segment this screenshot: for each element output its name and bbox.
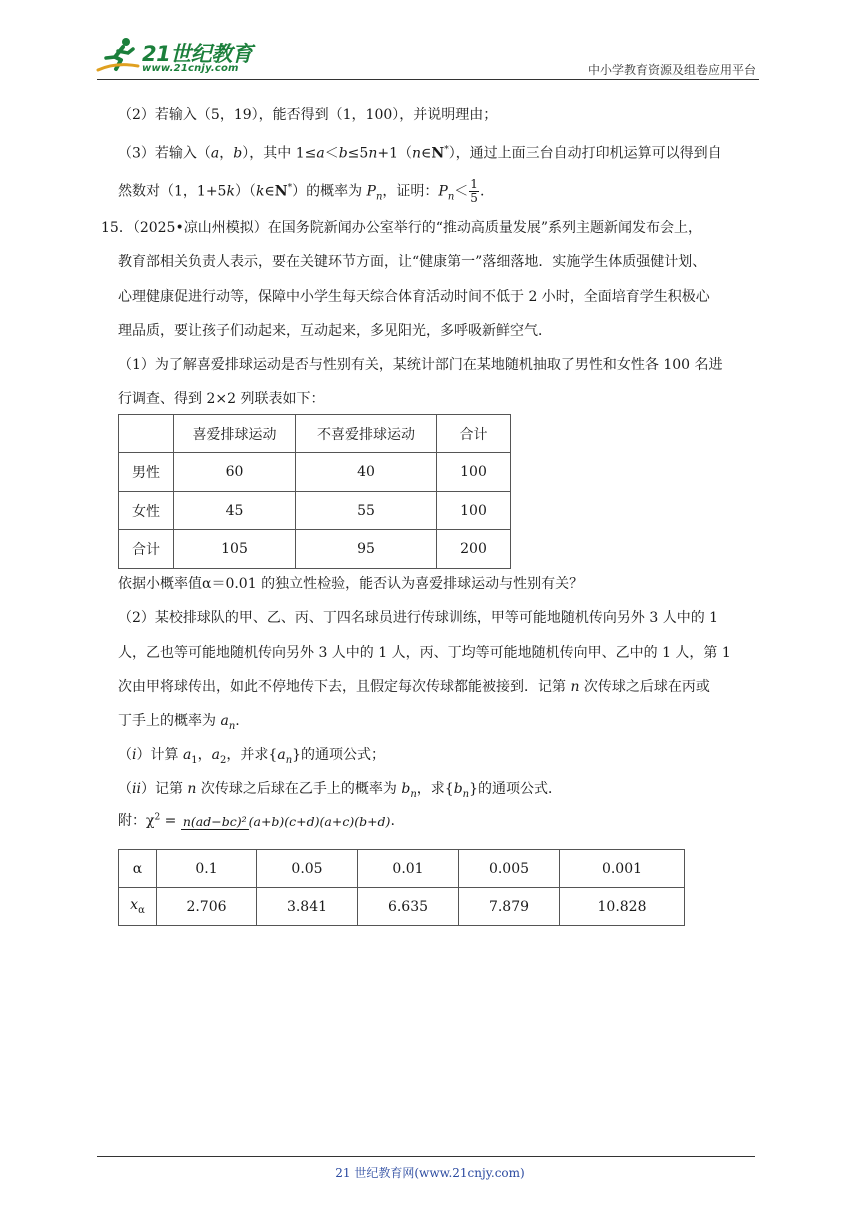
table-cell: 0.1 bbox=[157, 850, 257, 888]
formula-fraction: n(ad−bc)² (a+b)(c+d)(a+c)(b+d) bbox=[182, 813, 391, 829]
table-cell: 合计 bbox=[119, 530, 174, 569]
table-cell: 不喜爱排球运动 bbox=[296, 415, 437, 453]
site-logo bbox=[96, 36, 256, 80]
q15-part1-line2: 行调查、得到 2×2 列联表如下： bbox=[118, 391, 325, 407]
table-cell bbox=[119, 415, 174, 453]
q14-part3-line2: 然数对（1，1+5k）（k∈N*）的概率为 $P_n$，证明：$P_n<$ $\frac{1}{5}$ . bbox=[118, 177, 485, 206]
logo-text: 21世纪教育 bbox=[142, 42, 253, 66]
q15-subpart-ii: （ii）记第 n 次传球之后球在乙手上的概率为 $b_n$，求$\{b_n\}$的通项公式． bbox=[118, 781, 563, 800]
table-cell: 60 bbox=[174, 453, 296, 492]
table-cell: 0.01 bbox=[358, 850, 459, 888]
table-cell: 100 bbox=[437, 453, 511, 492]
contingency-table bbox=[118, 414, 511, 569]
table-cell: 0.005 bbox=[459, 850, 560, 888]
table-row bbox=[119, 492, 511, 530]
table-cell: 95 bbox=[296, 530, 437, 569]
q15-part2-line2: 人，乙也等可能地随机传向另外 3 人中的 1 人，丙、丁均等可能地随机传向甲、乙中的 1 人，第 1 bbox=[118, 645, 731, 661]
table-cell: 女性 bbox=[119, 492, 174, 530]
table-cell: 男性 bbox=[119, 453, 174, 492]
table-cell: α bbox=[119, 850, 157, 888]
table-row bbox=[119, 453, 511, 492]
table-cell: 7.879 bbox=[459, 888, 560, 926]
table-cell: 40 bbox=[296, 453, 437, 492]
q15-line2: 教育部相关负责人表示，要在关键环节方面，让“健康第一”落细落地．实施学生体质强健计划、 bbox=[118, 254, 707, 270]
table-cell: 10.828 bbox=[560, 888, 685, 926]
chi-square-formula: 附：$\chi^2 = n(ad-bc)^2$ (a+b)(c+d)(a+c)(b+d). bbox=[118, 812, 395, 829]
table-cell: 3.841 bbox=[257, 888, 358, 926]
table-cell: 6.635 bbox=[358, 888, 459, 926]
q15-line1: 15．（2025•凉山州模拟）在国务院新闻办公室举行的“推动高质量发展”系列主题新闻发布会上， bbox=[101, 220, 703, 236]
q15-part2-line1: （2）某校排球队的甲、乙、丙、丁四名球员进行传球训练，甲等可能地随机传向另外 3 人中的 1 bbox=[118, 610, 719, 626]
footer-text: 21 世纪教育网(www.21cnjy.com) bbox=[335, 1166, 525, 1180]
table-row bbox=[119, 530, 511, 569]
q15-part1-question: 依据小概率值α＝0.01 的独立性检验，能否认为喜爱排球运动与性别有关？ bbox=[118, 576, 584, 592]
question-number: 15． bbox=[101, 220, 133, 236]
table-cell: $x_\alpha$ bbox=[119, 888, 157, 926]
table-cell: 200 bbox=[437, 530, 511, 569]
q14-part2: （2）若输入（5，19），能否得到（1，100），并说明理由； bbox=[118, 107, 498, 123]
table-cell: 2.706 bbox=[157, 888, 257, 926]
header-divider bbox=[97, 79, 759, 80]
logo-url: www.21cnjy.com bbox=[142, 63, 239, 74]
q15-part2-line3: 次由甲将球传出，如此不停地传下去，且假定每次传球都能被接到．记第 n 次传球之后球在丙或 bbox=[118, 679, 710, 695]
table-cell: 45 bbox=[174, 492, 296, 530]
table-cell: 合计 bbox=[437, 415, 511, 453]
q14-part3-line1: （3）若输入（a，b），其中 1≤a＜b≤5n+1（n∈N*），通过上面三台自动打印机运算可以得到自 bbox=[118, 145, 722, 162]
footer-divider bbox=[97, 1156, 755, 1157]
q15-line4: 理品质，要让孩子们动起来，互动起来，多见阳光，多呼吸新鲜空气． bbox=[118, 323, 552, 339]
fraction-one-fifth: $\frac{1}{5}$ bbox=[470, 177, 478, 206]
table-cell: 0.05 bbox=[257, 850, 358, 888]
runner-logo-icon bbox=[96, 36, 140, 76]
table-row bbox=[119, 888, 685, 926]
table-cell: 0.001 bbox=[560, 850, 685, 888]
table-row bbox=[119, 850, 685, 888]
table-header-row bbox=[119, 415, 511, 453]
table-cell: 喜爱排球运动 bbox=[174, 415, 296, 453]
q15-part1-line1: （1）为了解喜爱排球运动是否与性别有关，某统计部门在某地随机抽取了男性和女性各 100 名进 bbox=[118, 357, 723, 373]
table-cell: 100 bbox=[437, 492, 511, 530]
question-source: （2025•凉山州模拟） bbox=[132, 220, 268, 236]
critical-value-table bbox=[118, 849, 685, 926]
header-platform-name: 中小学教育资源及组卷应用平台 bbox=[587, 63, 756, 77]
table-cell: 105 bbox=[174, 530, 296, 569]
q15-part2-line4: 丁手上的概率为 $a_n$. bbox=[118, 713, 240, 732]
table-cell: 55 bbox=[296, 492, 437, 530]
q15-line3: 心理健康促进行动等，保障中小学生每天综合体育活动时间不低于 2 小时，全面培育学生积极心 bbox=[118, 289, 710, 305]
q15-subpart-i: （i）计算 $a_1$，$a_2$，并求$\{a_n\}$的通项公式； bbox=[118, 747, 386, 766]
